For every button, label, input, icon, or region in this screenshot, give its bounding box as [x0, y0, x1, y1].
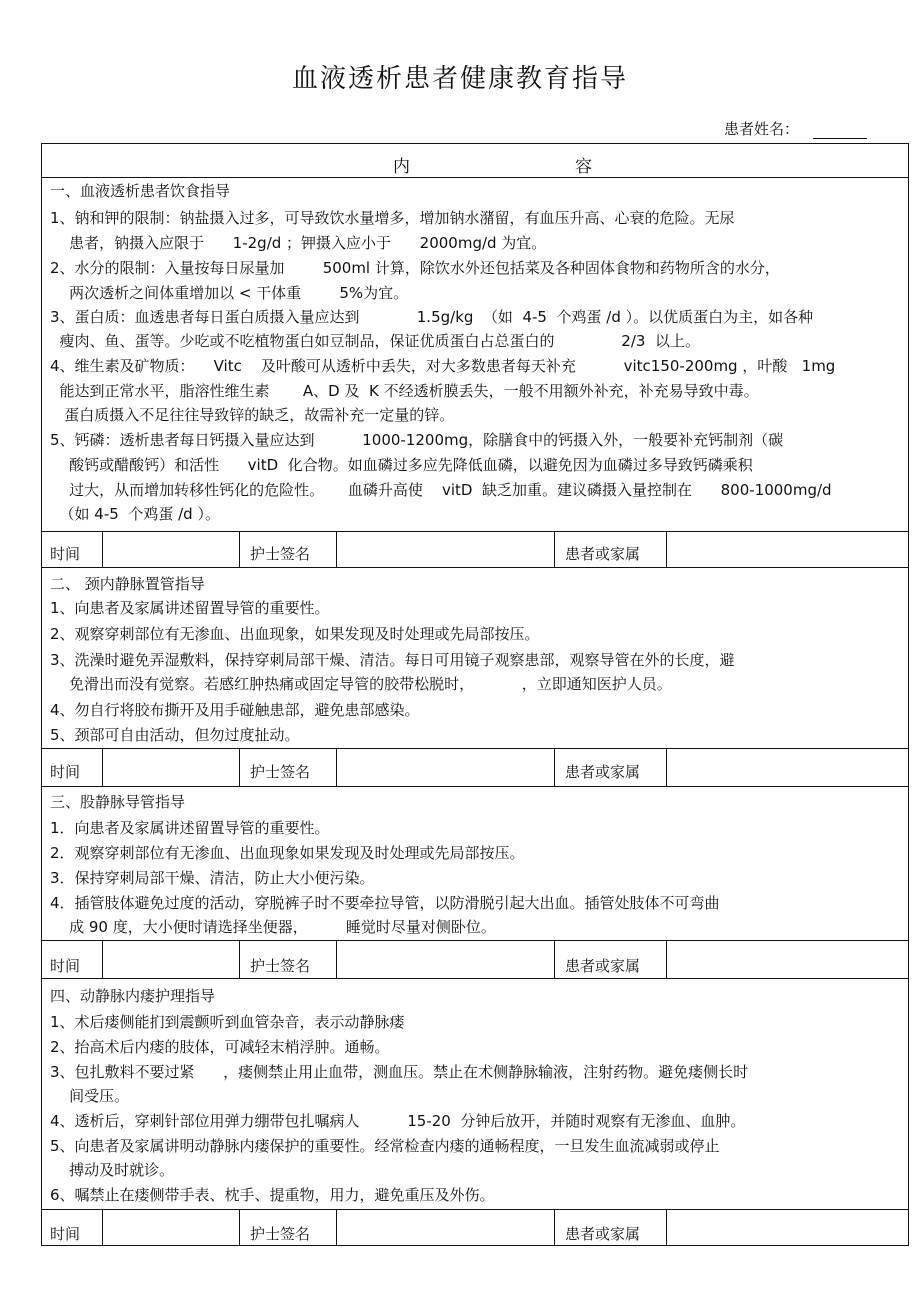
nurse-signature-label: 护士签名	[250, 763, 311, 781]
section-femoral-line: 2．观察穿刺部位有无渗血、出血现象如果发现及时处理或先局部按压。	[50, 844, 525, 862]
col-divider	[239, 531, 240, 567]
section-fistula-line: 4、透析后，穿刺针部位用弹力绷带包扎嘱病人 15-20 分钟后放开，并随时观察有无渗血、血肿。	[50, 1112, 746, 1130]
time-label: 时间	[50, 1225, 81, 1243]
patient-name-label: 患者姓名：	[724, 120, 800, 138]
section-diet-line: （如 4-5 个鸡蛋 /d ）。	[50, 505, 220, 523]
divider	[42, 940, 908, 941]
header-content-right: 容	[575, 157, 592, 177]
col-divider	[239, 1209, 240, 1246]
section-jugular-line: 3、洗澡时避免弄湿敷料，保持穿刺局部干燥、清洁。每日可用镜子观察患部，观察导管在外的长度，避	[50, 651, 735, 669]
section-femoral-line: 4．插管肢体避免过度的活动，穿脱裤子时不要牵拉导管，以防滑脱引起大出血。插管处肢体不可弯曲	[50, 894, 720, 912]
section-jugular-title: 二、 颈内静脉置管指导	[50, 575, 205, 593]
section-diet-line: 两次透析之间体重增加以 < 干体重 5%为宜。	[50, 284, 409, 302]
section-jugular-line: 4、勿自行将胶布撕开及用手碰触患部，避免患部感染。	[50, 701, 420, 719]
time-label: 时间	[50, 545, 81, 563]
section-diet-line: 5、钙磷：透析患者每日钙摄入量应达到 1000-1200mg，除膳食中的钙摄入外，一般要补充钙制剂（碳	[50, 431, 784, 449]
col-divider	[554, 940, 555, 978]
patient-family-label: 患者或家属	[565, 957, 641, 975]
col-divider	[102, 1209, 103, 1246]
section-diet-line: 能达到正常水平，脂溶性维生素 A、D 及 K 不经透析膜丢失，一般不用额外补充，补充易导致中毒。	[50, 382, 759, 400]
section-jugular-line: 2、观察穿刺部位有无渗血、出血现象，如果发现及时处理或先局部按压。	[50, 625, 540, 643]
section-jugular-line: 5、颈部可自由活动，但勿过度扯动。	[50, 726, 300, 744]
section-fistula-line: 1、术后瘘侧能扪到震颤听到血管杂音，表示动静脉瘘	[50, 1013, 405, 1031]
section-jugular-line: 免滑出而没有觉察。若感红肿热痛或固定导管的胶带松脱时， ，立即通知医护人员。	[50, 675, 672, 693]
col-divider	[336, 531, 337, 567]
section-diet-line: 2、水分的限制：入量按每日尿量加 500ml 计算，除饮水外还包括菜及各种固体食物和药物所含的水分，	[50, 259, 780, 277]
patient-family-label: 患者或家属	[565, 545, 641, 563]
nurse-signature-label: 护士签名	[250, 1225, 311, 1243]
divider	[42, 531, 908, 532]
section-diet-line: 过大，从而增加转移性钙化的危险性。 血磷升高使 vitD 缺乏加重。建议磷摄入量控制在 800-1000mg/d	[50, 481, 832, 499]
col-divider	[239, 748, 240, 786]
section-diet-line: 患者，钠摄入应限于 1-2g/d ；钾摄入应小于 2000mg/d 为宜。	[50, 234, 547, 252]
section-fistula-line: 间受压。	[50, 1087, 130, 1105]
section-diet-line: 4、维生素及矿物质： Vitc 及叶酸可从透析中丢失，对大多数患者每天补充 vitc150-200mg ，叶酸 1mg	[50, 357, 836, 375]
section-diet-line: 3、蛋白质：血透患者每日蛋白质摄入量应达到 1.5g/kg （如 4-5 个鸡蛋 /d ）。以优质蛋白为主，如各种	[50, 308, 814, 326]
section-diet-line: 蛋白质摄入不足往往导致锌的缺乏，故需补充一定量的锌。	[50, 406, 455, 424]
nurse-signature-label: 护士签名	[250, 545, 311, 563]
divider	[42, 748, 908, 749]
patient-name-blank	[813, 122, 867, 139]
patient-name-field	[724, 118, 867, 139]
divider	[42, 1209, 908, 1210]
col-divider	[102, 531, 103, 567]
section-fistula-line: 6、嘱禁止在瘘侧带手表、枕手、提重物，用力，避免重压及外伤。	[50, 1186, 495, 1204]
col-divider	[554, 1209, 555, 1246]
time-label: 时间	[50, 957, 81, 975]
col-divider	[102, 748, 103, 786]
section-diet-line: 酸钙或醋酸钙）和活性 vitD 化合物。如血磷过多应先降低血磷，以避免因为血磷过多导致钙磷乘积	[50, 456, 753, 474]
section-femoral-line: 3．保持穿刺局部干燥、清洁，防止大小便污染。	[50, 869, 375, 887]
col-divider	[666, 1209, 667, 1246]
header-divider	[42, 177, 908, 178]
document-title: 血液透析患者健康教育指导	[291, 64, 628, 94]
col-divider	[336, 940, 337, 978]
education-sheet	[41, 143, 909, 1246]
col-divider	[666, 940, 667, 978]
section-diet-line: 瘦肉、鱼、蛋等。少吃或不吃植物蛋白如豆制品，保证优质蛋白占总蛋白的 2/3 以上。	[50, 332, 700, 350]
section-fistula-line: 2、抬高术后内瘘的肢体，可减轻末梢浮肿。通畅。	[50, 1038, 390, 1056]
col-divider	[554, 748, 555, 786]
section-fistula-line: 5、向患者及家属讲明动静脉内瘘保护的重要性。经常检查内瘘的通畅程度，一旦发生血流减弱或停止	[50, 1137, 720, 1155]
col-divider	[336, 1209, 337, 1246]
section-femoral-line: 成 90 度，大小便时请选择坐便器， 睡觉时尽量对侧卧位。	[50, 918, 496, 936]
col-divider	[666, 748, 667, 786]
col-divider	[554, 531, 555, 567]
patient-family-label: 患者或家属	[565, 763, 641, 781]
section-fistula-line: 搏动及时就诊。	[50, 1161, 175, 1179]
section-fistula-line: 3、包扎敷料不要过紧 ，瘘侧禁止用止血带，测血压。禁止在术侧静脉输液，注射药物。避免瘘侧长时	[50, 1063, 749, 1081]
section-diet-line: 1、钠和钾的限制：钠盐摄入过多，可导致饮水量增多，增加钠水潴留，有血压升高、心衰的危险。无尿	[50, 209, 735, 227]
divider	[42, 978, 908, 979]
section-fistula-title: 四、动静脉内瘘护理指导	[50, 987, 216, 1005]
time-label: 时间	[50, 763, 81, 781]
nurse-signature-label: 护士签名	[250, 957, 311, 975]
patient-family-label: 患者或家属	[565, 1225, 641, 1243]
section-femoral-line: 1．向患者及家属讲述留置导管的重要性。	[50, 819, 330, 837]
col-divider	[336, 748, 337, 786]
col-divider	[666, 531, 667, 567]
col-divider	[239, 940, 240, 978]
section-diet-title: 一、血液透析患者饮食指导	[50, 182, 231, 200]
header-content-left: 内	[393, 157, 410, 177]
divider	[42, 786, 908, 787]
section-femoral-title: 三、股静脉导管指导	[50, 793, 186, 811]
section-jugular-line: 1、向患者及家属讲述留置导管的重要性。	[50, 599, 330, 617]
col-divider	[102, 940, 103, 978]
divider	[42, 567, 908, 568]
